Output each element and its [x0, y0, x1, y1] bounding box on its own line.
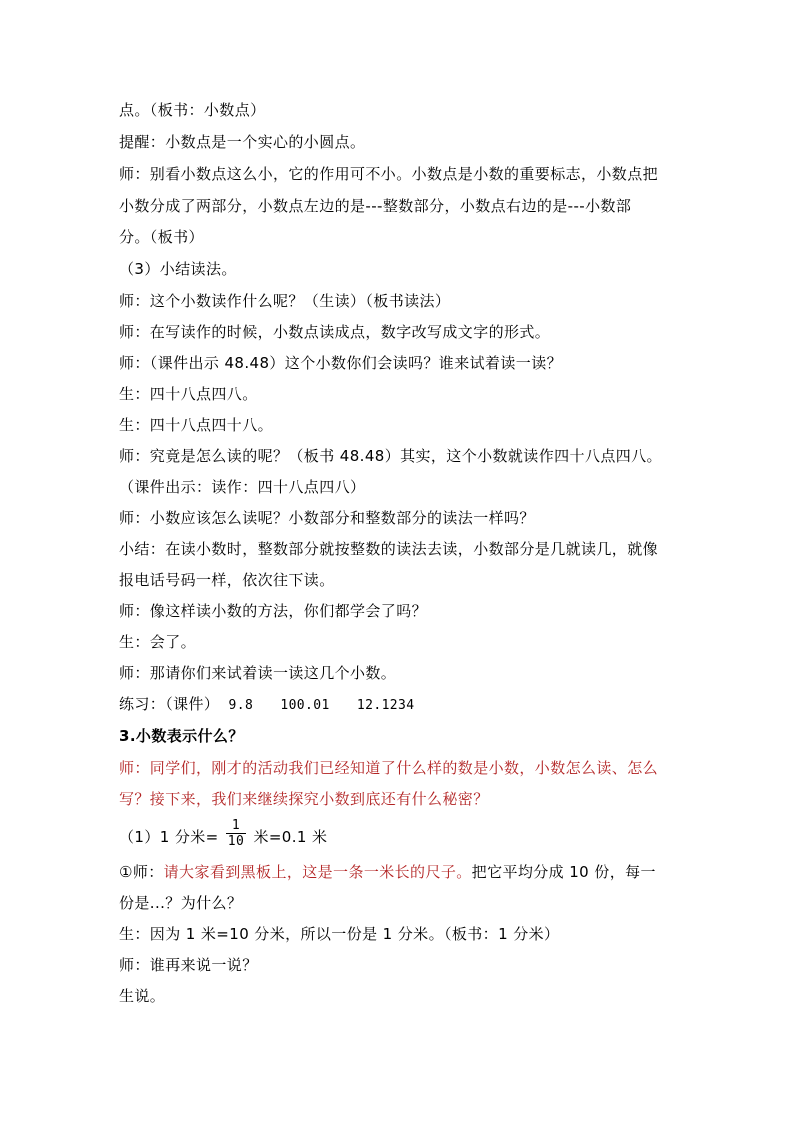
- practice-number: 12.1234: [356, 698, 415, 713]
- text-line: 生：会了。: [119, 633, 197, 651]
- question-marker: ①师：: [119, 863, 164, 881]
- text-line: （课件出示：读作：四十八点四八）: [119, 478, 366, 496]
- text-line: 生说。: [119, 987, 166, 1005]
- text-line: 提醒：小数点是一个实心的小圆点。: [119, 133, 366, 151]
- text-line: 师：（课件出示 48.48）这个小数你们会读吗？谁来试着读一读？: [119, 354, 563, 372]
- practice-line: [119, 694, 689, 716]
- question-highlight: 请大家看到黑板上，这是一条一米长的尺子。: [163, 863, 472, 881]
- text-line: 师：别看小数点这么小，它的作用可不小。小数点是小数的重要标志，小数点把: [119, 165, 659, 183]
- section-heading: 3.小数表示什么？: [119, 727, 244, 745]
- text-line: 师：像这样读小数的方法，你们都学会了吗？: [119, 602, 428, 620]
- equation-line: [119, 820, 689, 854]
- practice-label: 练习：（课件）: [119, 695, 220, 713]
- text-line: 分。（板书）: [119, 228, 204, 246]
- text-line: 师：谁再来说一说？: [119, 956, 258, 974]
- text-line: 师：那请你们来试着读一读这几个小数。: [119, 664, 397, 682]
- text-line: （3）小结读法。: [119, 260, 237, 278]
- equation-suffix: 米=0.1 米: [253, 828, 328, 846]
- practice-number: 100.01: [280, 698, 330, 713]
- text-line: 师：究竟是怎么读的呢？（板书 48.48）其实，这个小数就读作四十八点四八。: [119, 447, 662, 465]
- question-rest: 把它平均分成 10 份，每一: [471, 863, 656, 881]
- fraction-denominator: 10: [227, 834, 245, 849]
- fraction: [226, 818, 246, 849]
- highlighted-line: 写？接下来，我们来继续探究小数到底还有什么秘密？: [119, 790, 489, 808]
- text-line: 小结：在读小数时，整数部分就按整数的读法去读，小数部分是几就读几，就像: [119, 540, 659, 558]
- text-line: 师：在写读作的时候，小数点读成点，数字改写成文字的形式。: [119, 323, 551, 341]
- text-line: 生：四十八点四十八。: [119, 416, 274, 434]
- equation-prefix: （1）1 分米=: [119, 828, 219, 846]
- question-line: [119, 862, 689, 882]
- practice-number: 9.8: [228, 698, 254, 713]
- text-line: 小数分成了两部分，小数点左边的是---整数部分，小数点右边的是---小数部: [119, 197, 632, 215]
- text-line: 点。（板书：小数点）: [119, 101, 266, 119]
- text-line: 师：这个小数读作什么呢？（生读）（板书读法）: [119, 292, 451, 310]
- highlighted-line: 师：同学们，刚才的活动我们已经知道了什么样的数是小数，小数怎么读、怎么: [119, 759, 659, 777]
- text-line: 生：四十八点四八。: [119, 385, 258, 403]
- text-line: 份是...？为什么？: [119, 894, 243, 912]
- fraction-numerator: 1: [226, 818, 246, 834]
- text-line: 生：因为 1 米=10 分米，所以一份是 1 分米。（板书：1 分米）: [119, 925, 560, 943]
- text-line: 报电话号码一样，依次往下读。: [119, 571, 335, 589]
- text-line: 师：小数应该怎么读呢？小数部分和整数部分的读法一样吗？: [119, 509, 535, 527]
